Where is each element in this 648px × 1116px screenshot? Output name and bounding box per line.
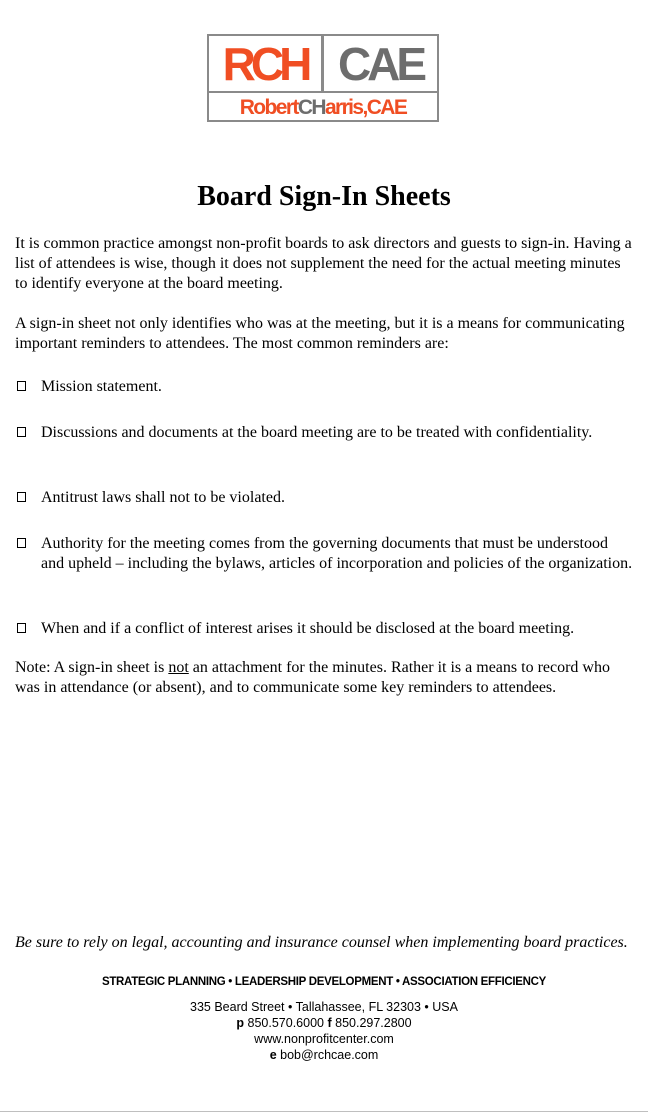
phone-label: p (236, 1016, 245, 1030)
logo-rch-text: RCH (222, 37, 308, 90)
email-label: e (269, 1048, 277, 1062)
logo-name: Robert CH arris,CAE (239, 96, 407, 119)
checkbox-icon (17, 538, 26, 548)
reminder-item: Mission statement. (15, 377, 633, 397)
page-bottom-divider (0, 1111, 648, 1112)
logo-cae-text: CAE (337, 37, 424, 90)
intro-paragraph: It is common practice amongst non-profit boards to ask directors and guests to sign-in. Having a list of attendees is wise, though it does not supplement the need for the actual meeting minutes to identify everyone at the board meeting. (15, 235, 632, 292)
footer-tagline: STRATEGIC PLANNING • LEADERSHIP DEVELOPMENT • ASSOCIATION EFFICIENCY (101, 976, 547, 988)
reminders-lead-paragraph: A sign-in sheet not only identifies who was at the meeting, but it is a means for communicating important reminders to attendees. The most common reminders are: (15, 315, 625, 352)
footer-website[interactable]: www.nonprofitcenter.com (254, 1032, 394, 1046)
reminder-item: When and if a conflict of interest arises it should be disclosed at the board meeting. (15, 619, 633, 639)
checkbox-icon (17, 381, 26, 391)
checkbox-icon (17, 492, 26, 502)
reminder-item: Authority for the meeting comes from the governing documents that must be understood and upheld – including the bylaws, articles of incorporation and policies of the organization. (15, 534, 633, 574)
fax-number: 850.297.2800 (331, 1016, 412, 1030)
page-title: Board Sign-In Sheets (197, 181, 451, 212)
reminder-item: Discussions and documents at the board meeting are to be treated with confidentiality. (15, 423, 633, 443)
note-paragraph: Note: A sign-in sheet is not an attachment for the minutes. Rather it is a means to record who was in attendance (or absent), and to communicate some key reminders to attendees. (15, 659, 610, 696)
footer-phone-fax (0, 1015, 648, 1031)
checkbox-icon (17, 427, 26, 437)
disclaimer-text: Be sure to rely on legal, accounting and insurance counsel when implementing board practices. (15, 934, 628, 951)
email-address[interactable]: bob@rchcae.com (276, 1048, 379, 1062)
rch-cae-logo (207, 34, 439, 122)
reminder-item: Antitrust laws shall not to be violated. (15, 488, 633, 508)
footer-email (0, 1047, 648, 1063)
checkbox-icon (17, 623, 26, 633)
footer-address: 335 Beard Street • Tallahassee, FL 32303 • USA (190, 1000, 458, 1014)
footer-contact (0, 999, 648, 1063)
fax-label: f (327, 1016, 332, 1030)
phone-number: 850.570.6000 (244, 1016, 328, 1030)
